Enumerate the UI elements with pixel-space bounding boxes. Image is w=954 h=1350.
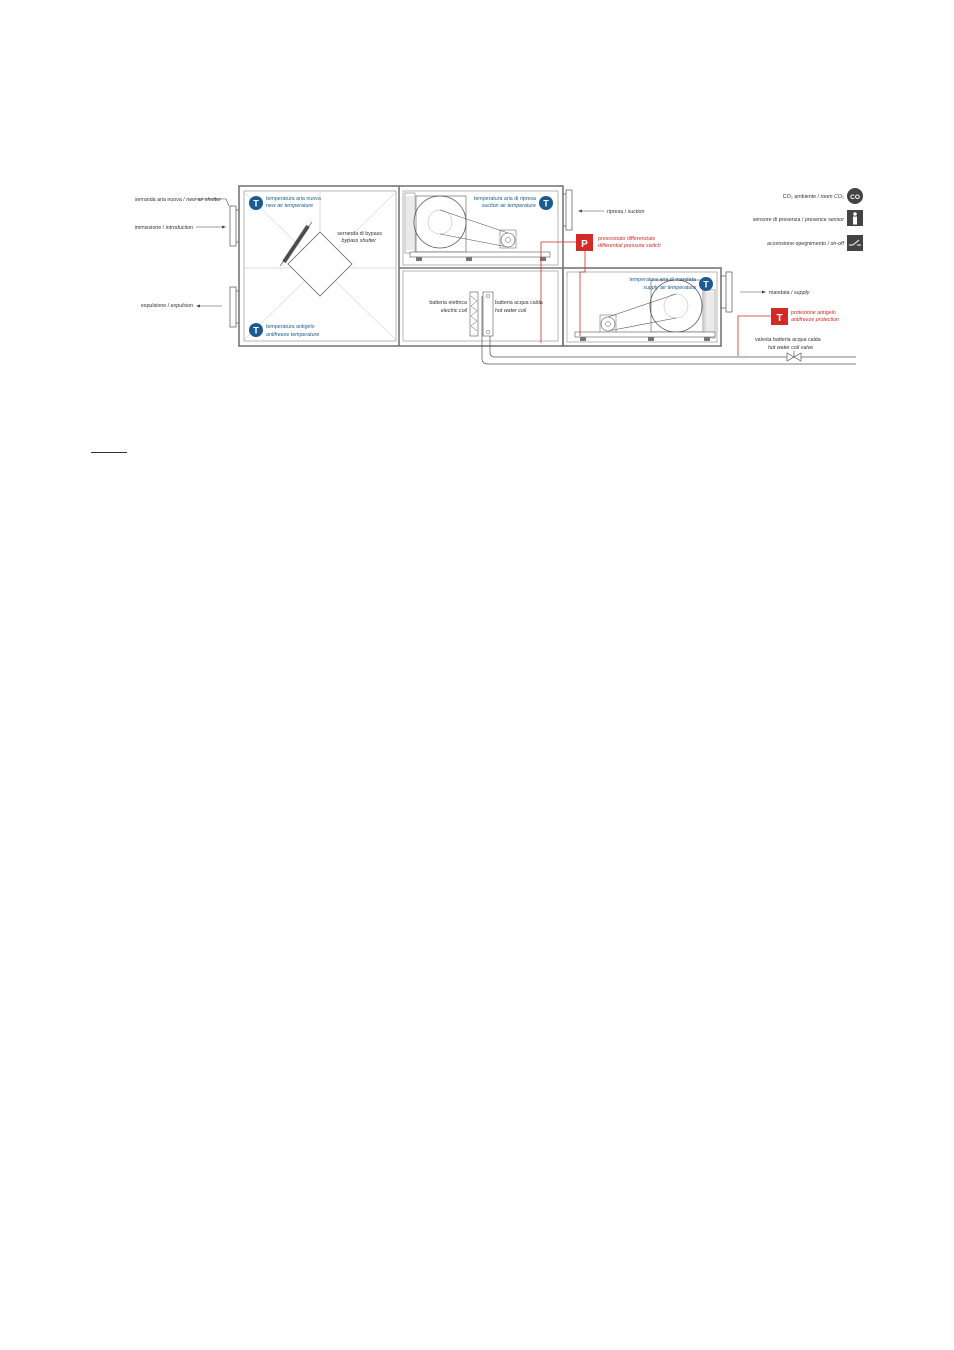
- hot-water-coil-icon: [483, 292, 493, 336]
- legend: [753, 188, 863, 251]
- bypass-shutter-label: serranda di bypass: [337, 231, 382, 237]
- hot-water-coil-label: batteria acqua calda: [495, 300, 543, 306]
- antifreeze-temp-label: temperatura antigelo: [266, 324, 315, 330]
- electric-coil-icon: [470, 292, 478, 336]
- antifreeze-protection-icon: [771, 308, 788, 325]
- valve-label-en: hot water coil valve: [768, 345, 814, 351]
- new-air-temp-label: temperatura aria nuova: [266, 196, 321, 202]
- co2-icon: [847, 188, 863, 204]
- valve-icon: [787, 351, 801, 361]
- electric-coil-label: batteria elettrica: [429, 300, 467, 306]
- expulsion-label: espulsione / expulsion: [140, 303, 193, 309]
- legend-onoff-label: accensione-spegnimento / on-off: [767, 241, 844, 247]
- svg-text:T: T: [253, 198, 259, 209]
- diff-pressure-label: pressostato differenziale: [598, 236, 656, 242]
- pressure-switch-icon: [576, 234, 593, 251]
- antifreeze-temp-label-en: antifreeze temperature: [266, 332, 320, 338]
- antifreeze-protection-label: protezione antigelo: [791, 310, 836, 316]
- temperature-sensor-icon: [539, 196, 553, 210]
- suction-label: ripresa / suction: [607, 209, 645, 215]
- svg-text:T: T: [543, 198, 549, 209]
- legend-presence-label: sensore di presenza / presence sensor: [752, 217, 844, 223]
- suction-temp-label: temperatura aria di ripresa: [473, 196, 536, 202]
- new-air-temp-label-en: new air temperature: [266, 203, 314, 209]
- heat-exchanger: [244, 192, 396, 340]
- antifreeze-protection-label-en: antifreeze protection: [791, 317, 839, 323]
- switch-icon: [847, 235, 863, 251]
- svg-text:CO: CO: [850, 194, 860, 201]
- temperature-sensor-icon: [249, 323, 263, 337]
- svg-text:T: T: [703, 279, 709, 290]
- svg-text:P: P: [581, 239, 588, 250]
- svg-text:T: T: [253, 325, 259, 336]
- presence-icon: [847, 210, 863, 226]
- temperature-sensor-icon: [699, 277, 713, 291]
- supply-temp-label: temperatura aria di mandata: [629, 277, 696, 283]
- hot-water-coil-label-en: hot water coil: [495, 308, 527, 314]
- legend-co2-label: CO₂ ambiente / room CO₂: [782, 194, 844, 200]
- electric-coil-label-en: electric coil: [440, 308, 467, 314]
- suction-temp-label-en: suction air temperature: [481, 203, 536, 209]
- valve-label: valvola batteria acqua calda: [755, 337, 821, 343]
- supply-label: mandata / supply: [769, 290, 810, 296]
- svg-text:T: T: [776, 313, 783, 324]
- introduction-label: immissione / introduction: [134, 225, 193, 231]
- new-air-shutter-label: serranda aria nuova / new air shutter: [134, 197, 221, 203]
- diff-pressure-label-en: differential pressure switch: [598, 243, 661, 249]
- bypass-shutter-label-en: bypass shutter: [341, 238, 376, 244]
- temperature-sensor-icon: [249, 196, 263, 210]
- supply-temp-label-en: supply air temperature: [643, 285, 696, 291]
